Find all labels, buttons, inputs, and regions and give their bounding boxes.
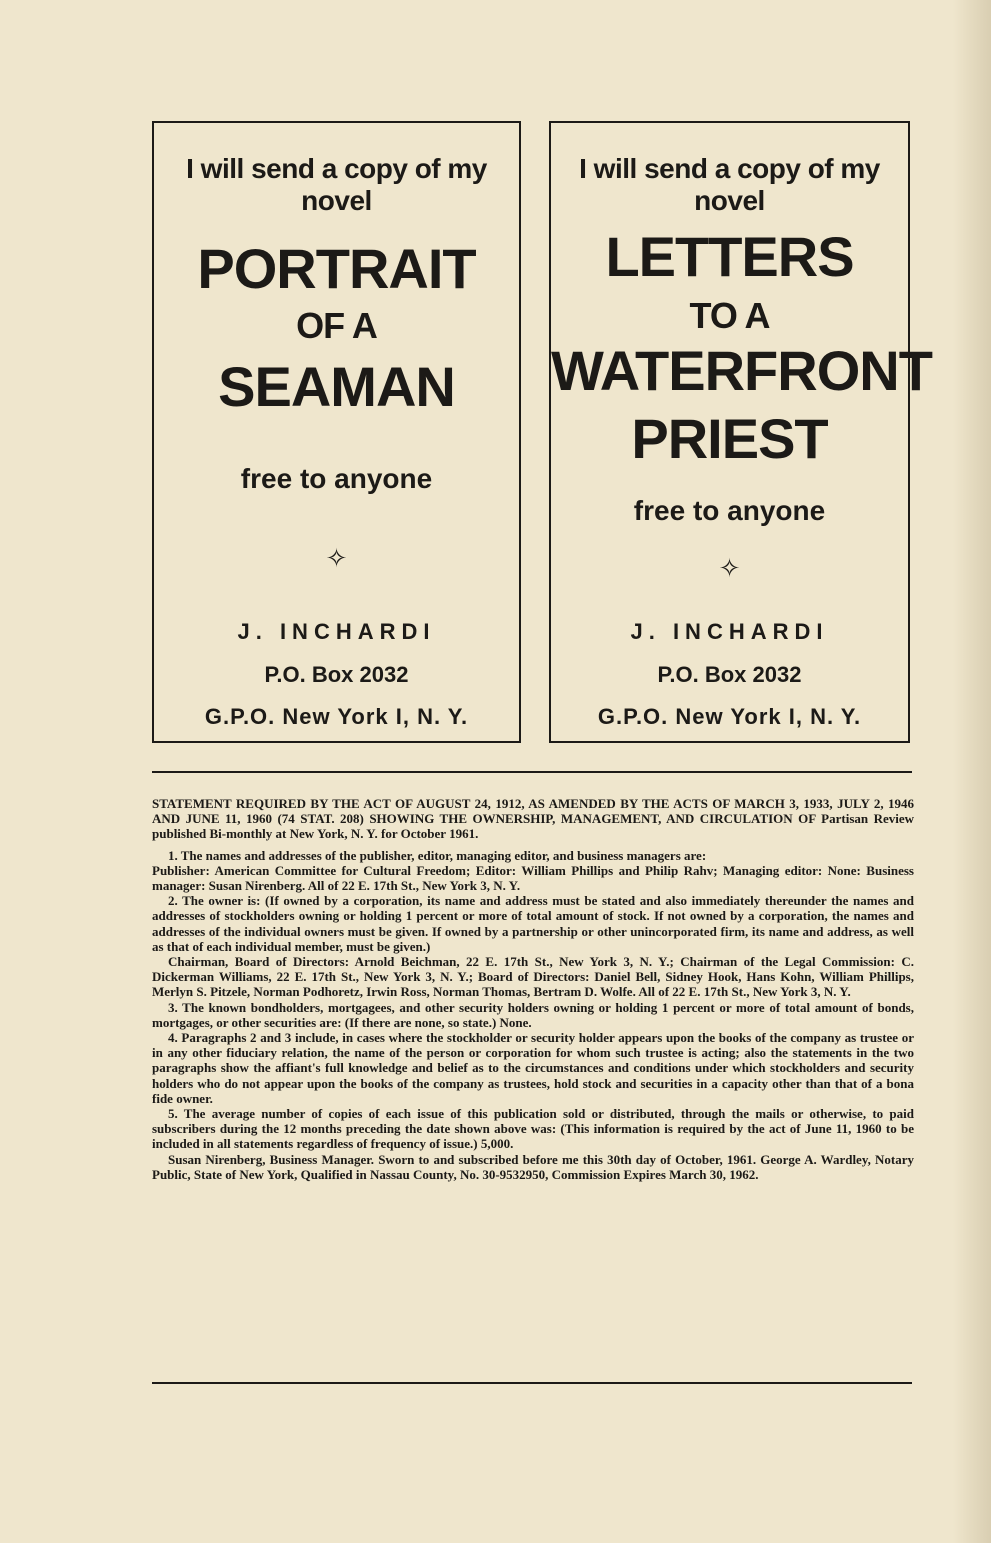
ad-title-line: LETTERS: [605, 225, 854, 288]
page-edge: [953, 0, 991, 1543]
ad-title-line: PORTRAIT: [197, 237, 476, 300]
ad-title-line: WATERFRONT: [551, 339, 932, 402]
bottom-rule: [152, 1382, 912, 1384]
ad-letters-to-a-waterfront-priest: [549, 121, 932, 743]
ad-author: J. INCHARDI: [237, 619, 436, 644]
top-rule: [152, 771, 912, 773]
statement-paragraph: Publisher: American Committee for Cultural Freedom; Editor: William Phillips and Philip Rahv; Managing editor: None: Business manager: Susan Nirenberg. All of 22 E. 17th St., New York 3, N. Y.: [152, 862, 914, 894]
statement-paragraph: Susan Nirenberg, Business Manager. Sworn to and subscribed before me this 30th day of October, 1961. George A. Wardley, Notary Public, State of New York, Qualified in Nassau County, No. 30-9532950, Commission Expires March 30, 1962.: [152, 1151, 914, 1182]
ad-pobox: P.O. Box 2032: [264, 662, 409, 687]
ad-title-line: SEAMAN: [218, 355, 455, 418]
ad-city: G.P.O. New York I, N. Y.: [204, 704, 469, 729]
statement-paragraph: 2. The owner is: (If owned by a corporation, its name and address must be stated and also immediately thereunder the names and addresses of stockholders owning or holding 1 percent or more of total amount of stock. If not owned by a corporation, the names and addresses of the individual owners must be given. If owned by a partnership or other unincorporated firm, its name and address, as well as that of each individual member, must be given.): [152, 893, 914, 954]
ad-city: G.P.O. New York I, N. Y.: [597, 704, 862, 729]
ad-title-line: PRIEST: [631, 407, 828, 470]
statement-paragraph: 4. Paragraphs 2 and 3 include, in cases where the stockholder or security holder appears upon the books of the company as trustee or in any other fiduciary relation, the name of the person or corporation for whom such trustee is acting; also the statements in the two paragraphs show the affiant's full knowledge and belief as to the circumstances and conditions under which stockholders and security holders who do not appear upon the books of the company as trustees, hold stock and securities in a capacity other than that of a bona fide owner.: [152, 1030, 914, 1106]
star-ornament-icon: ✧: [718, 553, 741, 583]
ad-author: J. INCHARDI: [630, 619, 829, 644]
ad-portrait-of-a-seaman: [152, 121, 521, 743]
statement-paragraph: 1. The names and addresses of the publisher, editor, managing editor, and business managers are:: [168, 847, 707, 863]
ad-title-line: OF A: [296, 305, 377, 346]
star-ornament-icon: ✧: [325, 543, 348, 573]
ad-title-line: TO A: [689, 295, 770, 336]
ad-free-text: free to anyone: [240, 463, 433, 494]
statement-heading: STATEMENT REQUIRED BY THE ACT OF AUGUST 24, 1912, AS AMENDED BY THE ACTS OF MARCH 3, 1933, JULY 2, 1946 AND JUNE 11, 1960 (74 STAT. 208) SHOWING THE OWNERSHIP, MANAGEMENT, AND CIRCULATION OF Partisan Review published Bi-monthly at New York, N. Y. for October 1961.: [152, 796, 914, 842]
ad-intro: I will send a copy of my novel: [186, 153, 487, 216]
statement-paragraph: 5. The average number of copies of each issue of this publication sold or distributed, through the mails or otherwise, to paid subscribers during the 12 months preceding the date shown above was: (This information is required by the act of June 11, 1960 to be included in all statements regardless of frequency of issue.) 5,000.: [152, 1106, 914, 1152]
ad-free-text: free to anyone: [633, 495, 826, 526]
statement-paragraph: 3. The known bondholders, mortgagees, and other security holders owning or holding 1 percent or more of total amount of bonds, mortgages, or other securities are: (If there are none, so state.) None.: [152, 999, 914, 1030]
ownership-statement: [152, 796, 914, 1182]
ad-intro: I will send a copy of my novel: [579, 153, 880, 216]
ad-pobox: P.O. Box 2032: [657, 662, 802, 687]
statement-paragraph: Chairman, Board of Directors: Arnold Beichman, 22 E. 17th St., New York 3, N. Y.; Chairman of the Legal Commission: C. Dickerman Williams, 22 E. 17th St., New York 3, N. Y.; Board of Directors: Daniel Bell, Sidney Hook, Hans Kohn, William Phillips, Merlyn S. Pitzele, Norman Podhoretz, Irwin Ross, Norman Thomas, Bertram D. Wolfe. All of 22 E. 17th St., New York 3, N. Y.: [152, 954, 914, 1000]
